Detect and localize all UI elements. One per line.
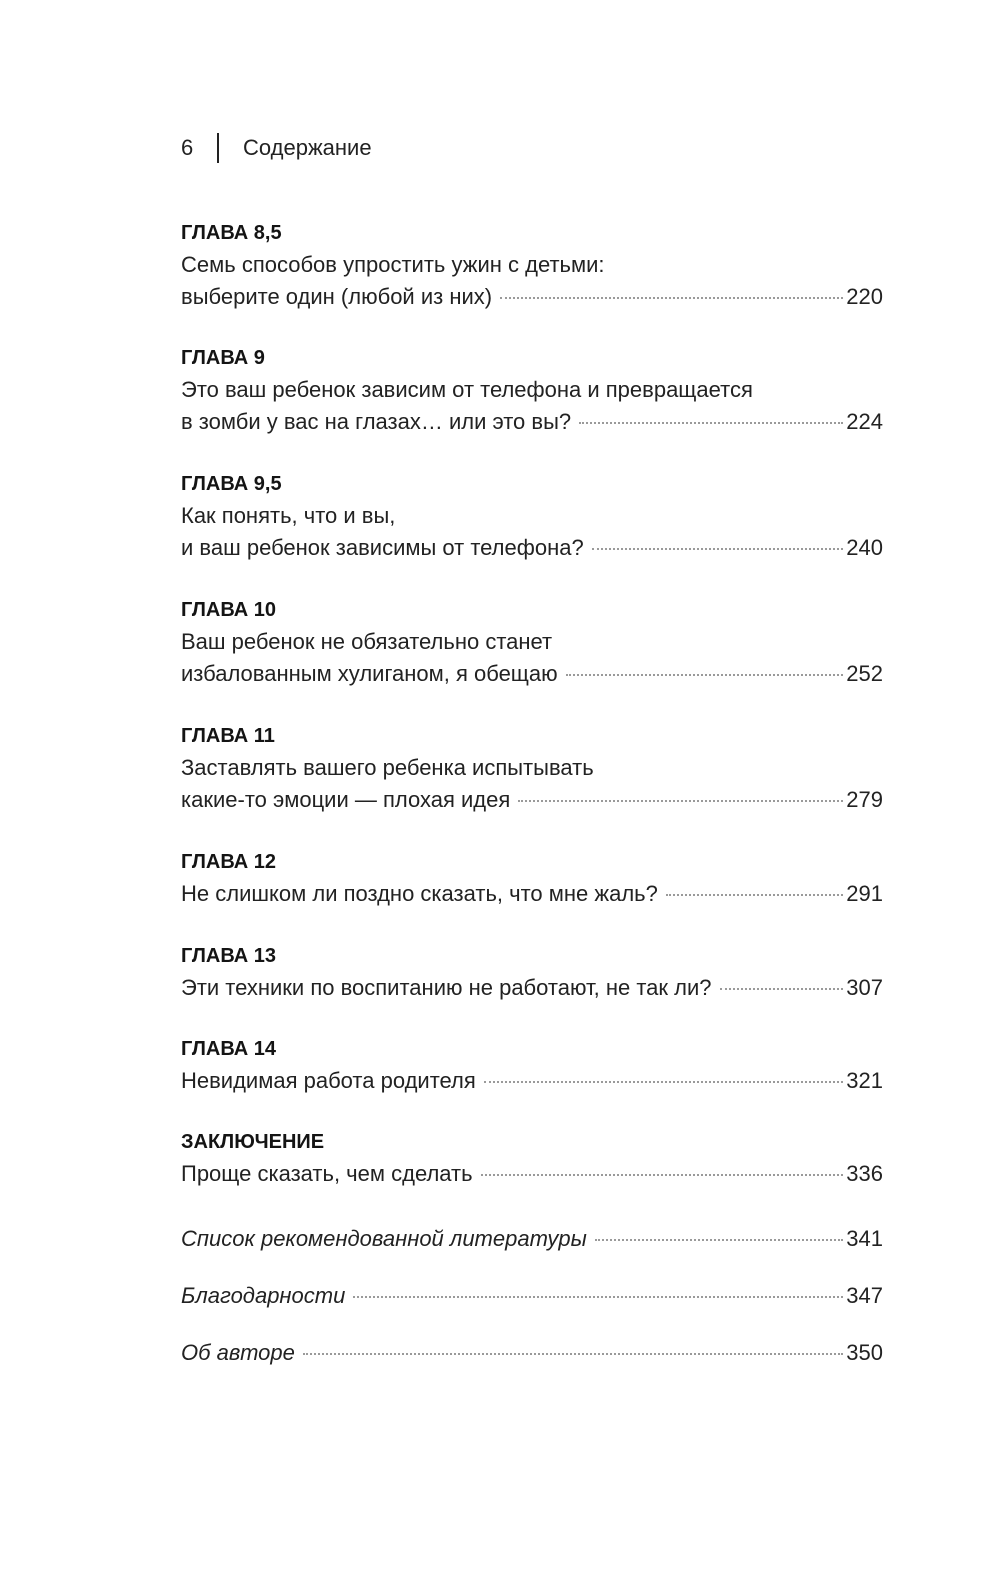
toc-entry-chapter-9-5[interactable] bbox=[181, 468, 883, 564]
toc-entry-chapter-14[interactable] bbox=[181, 1033, 883, 1097]
page-reference: 240 bbox=[846, 535, 883, 560]
dot-leader bbox=[303, 1353, 843, 1355]
chapter-title-last-line bbox=[181, 406, 883, 438]
dot-leader bbox=[579, 422, 843, 424]
back-matter-line bbox=[181, 1280, 883, 1312]
page-reference: 224 bbox=[846, 409, 883, 434]
back-matter-title: Благодарности bbox=[181, 1283, 346, 1308]
page-number: 6 bbox=[181, 135, 194, 160]
dot-leader bbox=[518, 800, 843, 802]
chapter-title-last-line bbox=[181, 1158, 883, 1190]
chapter-title-text: в зомби у вас на глазах… или это вы? bbox=[181, 409, 572, 434]
chapter-title-last-line bbox=[181, 878, 883, 910]
chapter-title-last-line bbox=[181, 658, 883, 690]
header-divider bbox=[217, 133, 219, 163]
back-matter-title: Список рекомендованной литературы bbox=[181, 1226, 587, 1251]
chapter-title-line: Ваш ребенок не обязательно станет bbox=[181, 629, 553, 654]
page-reference: 307 bbox=[846, 975, 883, 1000]
chapter-label: ГЛАВА 11 bbox=[181, 725, 275, 747]
chapter-label: ГЛАВА 8,5 bbox=[181, 222, 282, 244]
chapter-label: ГЛАВА 9 bbox=[181, 347, 265, 369]
chapter-title-text: какие-то эмоции — плохая идея bbox=[181, 787, 511, 812]
page-reference: 350 bbox=[846, 1340, 883, 1365]
back-matter-line bbox=[181, 1223, 883, 1255]
toc-entry-conclusion[interactable] bbox=[181, 1126, 883, 1190]
toc-entry-chapter-11[interactable] bbox=[181, 720, 883, 816]
page-reference: 220 bbox=[846, 284, 883, 309]
chapter-label: ГЛАВА 12 bbox=[181, 851, 277, 873]
chapter-label: ГЛАВА 10 bbox=[181, 599, 277, 621]
chapter-title-text: выберите один (любой из них) bbox=[181, 284, 493, 309]
page-reference: 341 bbox=[846, 1226, 883, 1251]
toc-entry-about-author[interactable] bbox=[181, 1337, 883, 1369]
chapter-title-line: Как понять, что и вы, bbox=[181, 503, 396, 528]
chapter-label: ЗАКЛЮЧЕНИЕ bbox=[181, 1131, 325, 1153]
section-title: Содержание bbox=[243, 135, 372, 160]
page-reference: 321 bbox=[846, 1068, 883, 1093]
toc-entry-chapter-9[interactable] bbox=[181, 342, 883, 438]
chapter-title-text: Невидимая работа родителя bbox=[181, 1068, 476, 1093]
running-header bbox=[181, 133, 372, 163]
toc-entry-acknowledgements[interactable] bbox=[181, 1280, 883, 1312]
toc-entry-chapter-10[interactable] bbox=[181, 594, 883, 690]
chapter-title-line: Семь способов упростить ужин с детьми: bbox=[181, 252, 605, 277]
chapter-title-last-line bbox=[181, 1065, 883, 1097]
chapter-label: ГЛАВА 9,5 bbox=[181, 473, 282, 495]
toc-entry-chapter-13[interactable] bbox=[181, 940, 883, 1004]
page-reference: 279 bbox=[846, 787, 883, 812]
page-reference: 291 bbox=[846, 881, 883, 906]
dot-leader bbox=[500, 297, 843, 299]
dot-leader bbox=[592, 548, 844, 550]
chapter-title-last-line bbox=[181, 784, 883, 816]
chapter-label: ГЛАВА 14 bbox=[181, 1038, 277, 1060]
dot-leader bbox=[566, 674, 844, 676]
chapter-title-line: Это ваш ребенок зависим от телефона и превращается bbox=[181, 377, 753, 402]
dot-leader bbox=[595, 1239, 843, 1241]
chapter-title-last-line bbox=[181, 281, 883, 313]
dot-leader bbox=[484, 1081, 843, 1083]
chapter-title-text: Проще сказать, чем сделать bbox=[181, 1161, 473, 1186]
back-matter-title: Об авторе bbox=[181, 1340, 295, 1365]
toc-entry-chapter-8-5[interactable] bbox=[181, 217, 883, 313]
dot-leader bbox=[481, 1174, 844, 1176]
chapter-title-last-line bbox=[181, 972, 883, 1004]
dot-leader bbox=[720, 988, 844, 990]
chapter-title-text: Не слишком ли поздно сказать, что мне жаль? bbox=[181, 881, 658, 906]
chapter-label: ГЛАВА 13 bbox=[181, 945, 277, 967]
chapter-title-text: Эти техники по воспитанию не работают, не так ли? bbox=[181, 975, 712, 1000]
dot-leader bbox=[666, 894, 843, 896]
toc-entry-chapter-12[interactable] bbox=[181, 846, 883, 910]
chapter-title-text: избалованным хулиганом, я обещаю bbox=[181, 661, 558, 686]
toc-entry-recommended-reading[interactable] bbox=[181, 1223, 883, 1255]
page-reference: 336 bbox=[846, 1161, 883, 1186]
chapter-title-text: и ваш ребенок зависимы от телефона? bbox=[181, 535, 584, 560]
page-reference: 347 bbox=[846, 1283, 883, 1308]
page-reference: 252 bbox=[846, 661, 883, 686]
back-matter-line bbox=[181, 1337, 883, 1369]
chapter-title-line: Заставлять вашего ребенка испытывать bbox=[181, 755, 594, 780]
dot-leader bbox=[353, 1296, 843, 1298]
chapter-title-last-line bbox=[181, 532, 883, 564]
